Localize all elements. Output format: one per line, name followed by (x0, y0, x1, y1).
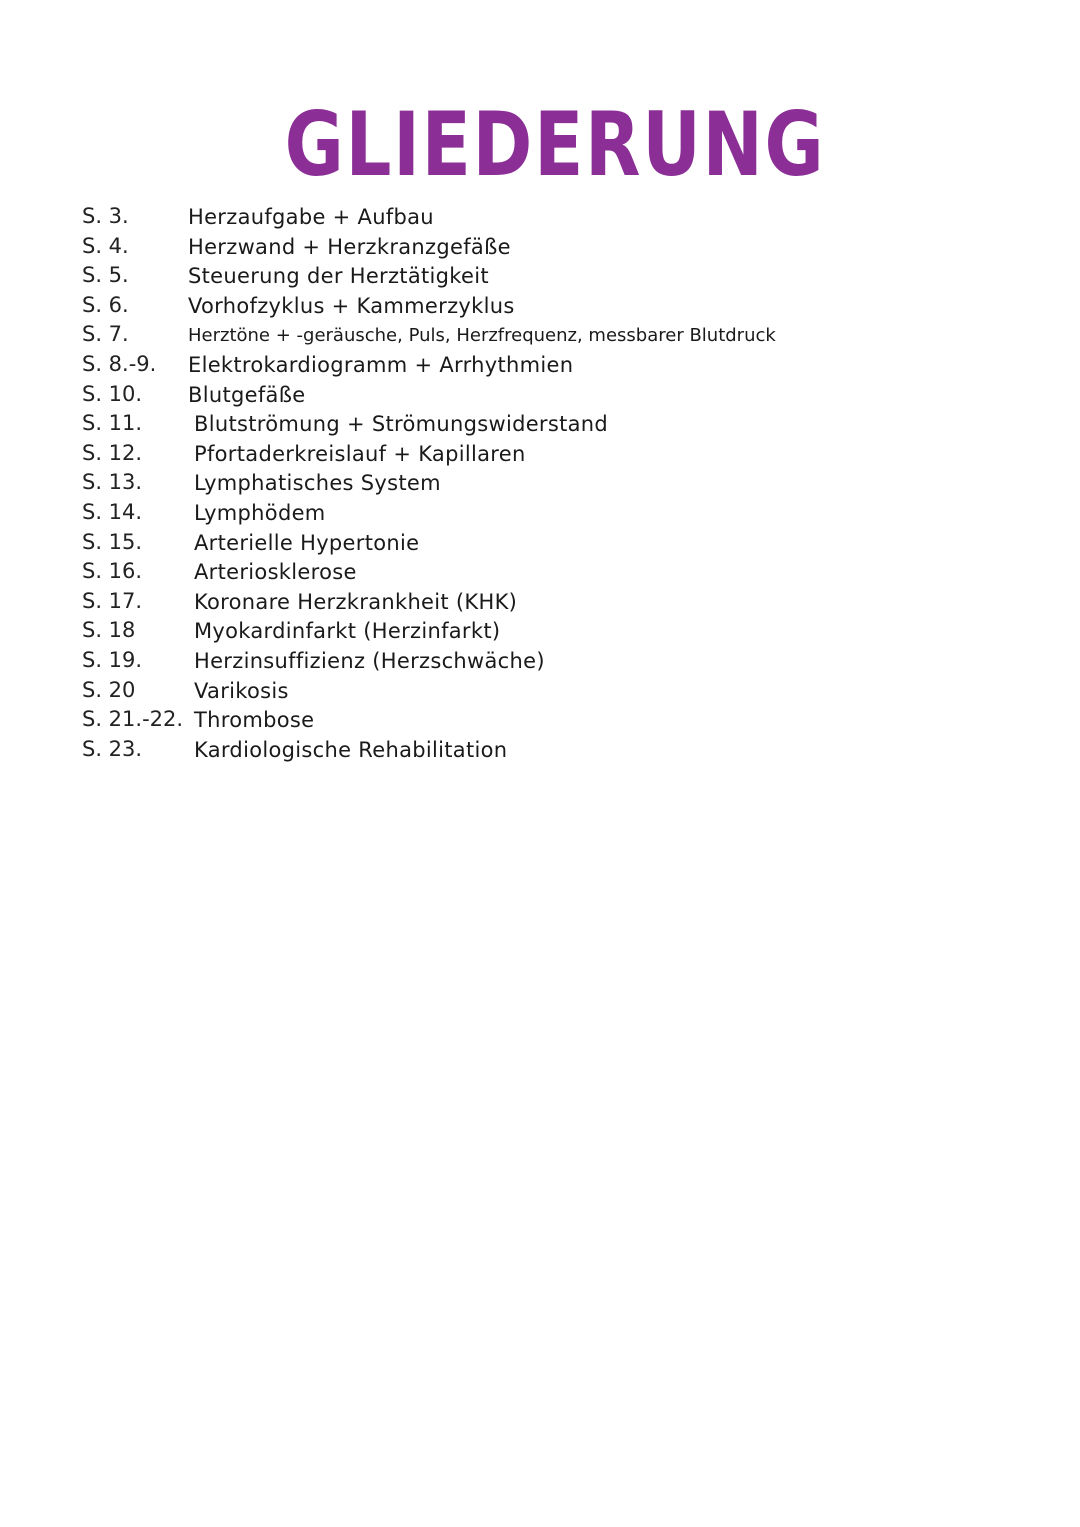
toc-topic: Myokardinfarkt (Herzinfarkt) (194, 619, 501, 644)
toc-page-number: S. 16. (82, 559, 143, 584)
toc-page-number: S. 23. (82, 736, 143, 761)
toc-page-number: S. 18 (82, 618, 136, 643)
toc-page-number: S. 8.-9. (82, 351, 157, 376)
toc-topic: Pfortaderkreislauf + Kapillaren (194, 441, 526, 466)
toc-topic: Lymphatisches System (194, 471, 441, 496)
toc-page-number: S. 15. (82, 529, 143, 554)
toc-topic: Lymphödem (194, 500, 326, 525)
toc-topic: Koronare Herzkrankheit (KHK) (194, 589, 518, 614)
toc-topic: Varikosis (194, 678, 289, 703)
toc-page-number: S. 14. (82, 499, 143, 524)
toc-topic: Elektrokardiogramm + Arrhythmien (188, 352, 574, 377)
toc-topic: Blutgefäße (188, 382, 306, 407)
toc-topic: Arterielle Hypertonie (194, 530, 420, 555)
toc-page-number: S. 19. (82, 647, 143, 672)
toc-topic: Arteriosklerose (194, 560, 357, 585)
toc-page-number: S. 10. (82, 381, 143, 406)
toc-page-number: S. 3. (82, 204, 129, 228)
toc-page-number: S. 7. (82, 322, 129, 347)
toc-page-number: S. 17. (82, 588, 143, 613)
toc-page-number: S. 5. (82, 263, 129, 288)
toc-topic: Herztöne + -geräusche, Puls, Herzfrequenz, messbarer Blutdruck (188, 325, 776, 347)
toc-topic: Blutströmung + Strömungswiderstand (194, 412, 609, 437)
toc-page-number: S. 13. (82, 470, 143, 495)
toc-page-number: S. 4. (82, 233, 129, 258)
toc-page-number: S. 6. (82, 292, 129, 317)
toc-topic: Vorhofzyklus + Kammerzyklus (188, 293, 515, 318)
page-title: GLIEDERUNG (284, 92, 826, 196)
toc-topic: Kardiologische Rehabilitation (194, 737, 508, 762)
toc-topic: Steuerung der Herztätigkeit (188, 264, 489, 289)
toc-topic: Thrombose (194, 708, 315, 733)
toc-topic: Herzwand + Herzkranzgefäße (188, 234, 511, 259)
toc-topic: Herzaufgabe + Aufbau (188, 205, 434, 229)
toc-page-number: S. 11. (82, 411, 143, 436)
toc-page-number: S. 21.-22. (82, 707, 184, 732)
toc-topic: Herzinsuffizienz (Herzschwäche) (194, 648, 545, 673)
toc-page-number: S. 12. (82, 440, 143, 465)
toc-page-number: S. 20 (82, 677, 136, 702)
